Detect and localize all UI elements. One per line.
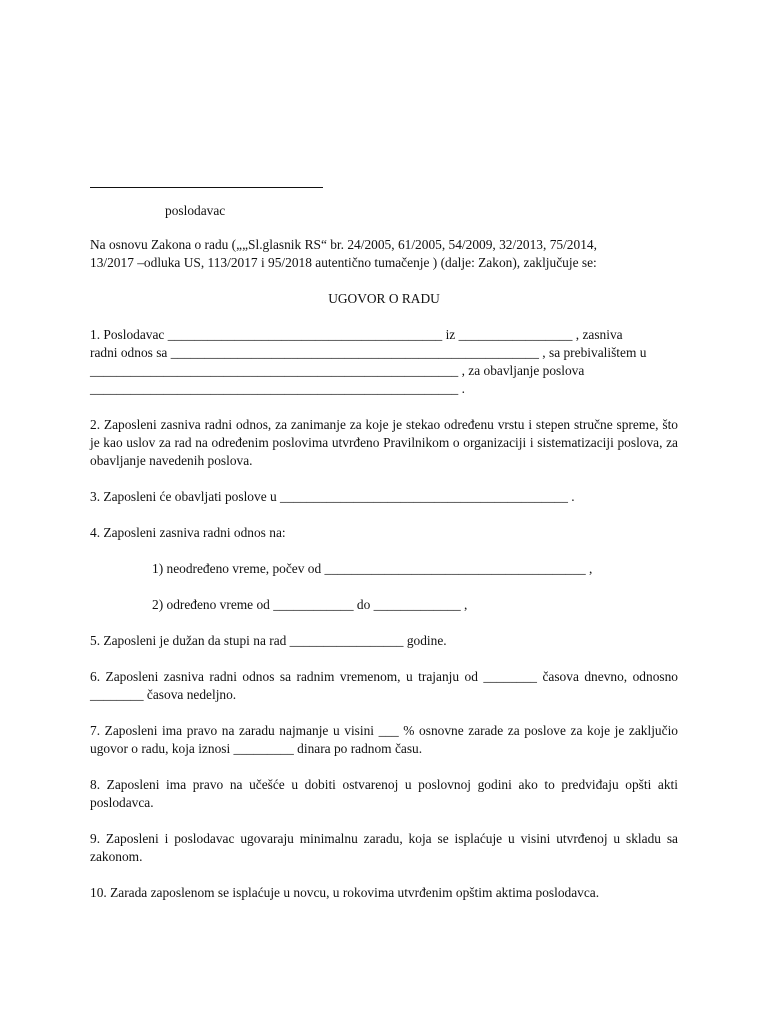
clause-4-option-2: 2) određeno vreme od ____________ do _____________ , [152, 597, 468, 612]
clause-4-option-1: 1) neodređeno vreme, počev od _______________________________________ , [152, 561, 593, 576]
clause-7: 7. Zaposleni ima pravo na zaradu najmanje u visini ___ % osnovne zarade za poslove za koje je zaključio ugovor o radu, koja iznosi _________ dinara po radnom času. [90, 723, 678, 756]
clause-1-line-1: 1. Poslodavac _________________________________________ iz _________________ , zasniva [90, 327, 623, 342]
clause-4-intro: 4. Zaposleni zasniva radni odnos na: [90, 525, 286, 540]
employer-signature-line [90, 187, 323, 188]
clause-5: 5. Zaposleni je dužan da stupi na rad _________________ godine. [90, 633, 447, 648]
clause-3: 3. Zaposleni će obavljati poslove u ___________________________________________ . [90, 489, 575, 504]
intro-line-1: Na osnovu Zakona o radu („„Sl.glasnik RS“ br. 24/2005, 61/2005, 54/2009, 32/2013, 75/2014, [90, 237, 597, 252]
clause-1-line-3: _______________________________________________________ , za obavljanje poslova [90, 363, 585, 378]
clause-9: 9. Zaposleni i poslodavac ugovaraju minimalnu zaradu, koja se isplaćuje u visini utvrđenoj u skladu sa zakonom. [90, 831, 678, 864]
clause-2: 2. Zaposleni zasniva radni odnos, za zanimanje za koje je stekao određenu vrstu i stepen stručne spreme, što je kao uslov za rad na određenim poslovima utvrđeno Pravilnikom o organizaciji i sistematizaciji poslova, za obavljanje navedenih poslova. [90, 417, 678, 468]
clause-10: 10. Zarada zaposlenom se isplaćuje u novcu, u rokovima utvrđenim opštim aktima poslodavca. [90, 885, 600, 900]
clause-1 [90, 326, 678, 398]
employer-label: poslodavac [165, 203, 226, 218]
clause-1-line-4: _______________________________________________________ . [90, 381, 465, 396]
clause-8: 8. Zaposleni ima pravo na učešće u dobiti ostvarenoj u poslovnoj godini ako to predviđaju opšti akti poslodavca. [90, 777, 678, 810]
clause-1-line-2: radni odnos sa _______________________________________________________ , sa prebivalištem u [90, 345, 647, 360]
intro-line-2: 13/2017 –odluka US, 113/2017 i 95/2018 autentično tumačenje ) (dalje: Zakon), zaključuje se: [90, 255, 597, 270]
intro-paragraph [90, 236, 678, 272]
clause-6: 6. Zaposleni zasniva radni odnos sa radnim vremenom, u trajanju od ________ časova dnevno, odnosno ________ časova nedeljno. [90, 669, 678, 702]
document-title: UGOVOR O RADU [328, 291, 440, 306]
